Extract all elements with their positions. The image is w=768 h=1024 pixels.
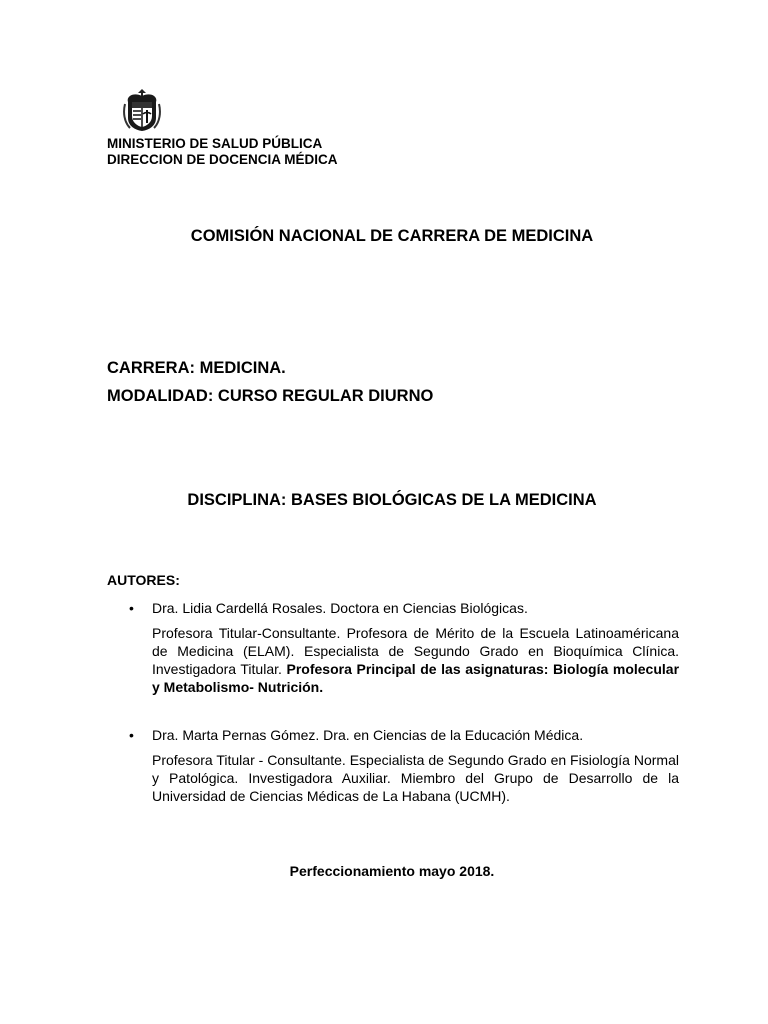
- author-name: Dra. Marta Pernas Gómez. Dra. en Ciencias de la Educación Médica.: [152, 727, 584, 743]
- author-description-text: Profesora Titular-Consultante. Profesora de Mérito de la Escuela Latinoaméricana de Medicina (ELAM). Especialista de Segundo Grado en Bioquímica Clínica. Investigadora Titular.: [152, 625, 679, 677]
- modality-line: MODALIDAD: CURSO REGULAR DIURNO: [107, 387, 434, 405]
- author-description: [152, 751, 679, 805]
- author-name: Dra. Lidia Cardellá Rosales. Doctora en Ciencias Biológicas.: [152, 600, 528, 616]
- bullet-icon: •: [129, 727, 134, 743]
- career-line: CARRERA: MEDICINA.: [107, 359, 286, 377]
- revision-note: Perfeccionamiento mayo 2018.: [289, 863, 495, 879]
- author-name-line: [107, 726, 679, 744]
- author-entry: [107, 599, 679, 696]
- coat-of-arms-icon: [122, 88, 162, 132]
- commission-title: COMISIÓN NACIONAL DE CARRERA DE MEDICINA: [190, 227, 594, 245]
- author-entry: [107, 726, 679, 805]
- author-description-text: Profesora Titular - Consultante. Especialista de Segundo Grado en Fisiología Normal y Patológica. Investigadora Auxiliar. Miembro del Grupo de Desarrollo de la Universidad de Ciencias Médicas de La Habana (UCMH).: [152, 752, 679, 804]
- author-name-line: [107, 599, 679, 617]
- ministry-name: MINISTERIO DE SALUD PÚBLICA: [107, 136, 323, 151]
- discipline-title: DISCIPLINA: BASES BIOLÓGICAS DE LA MEDICINA: [187, 491, 597, 509]
- authors-heading: AUTORES:: [107, 572, 180, 588]
- author-description: [152, 624, 679, 696]
- bullet-icon: •: [129, 600, 134, 616]
- author-description-bold: Profesora Principal de las asignaturas: Biología molecular y Metabolismo- Nutrición.: [152, 661, 680, 695]
- direction-name: DIRECCION DE DOCENCIA MÉDICA: [107, 152, 338, 167]
